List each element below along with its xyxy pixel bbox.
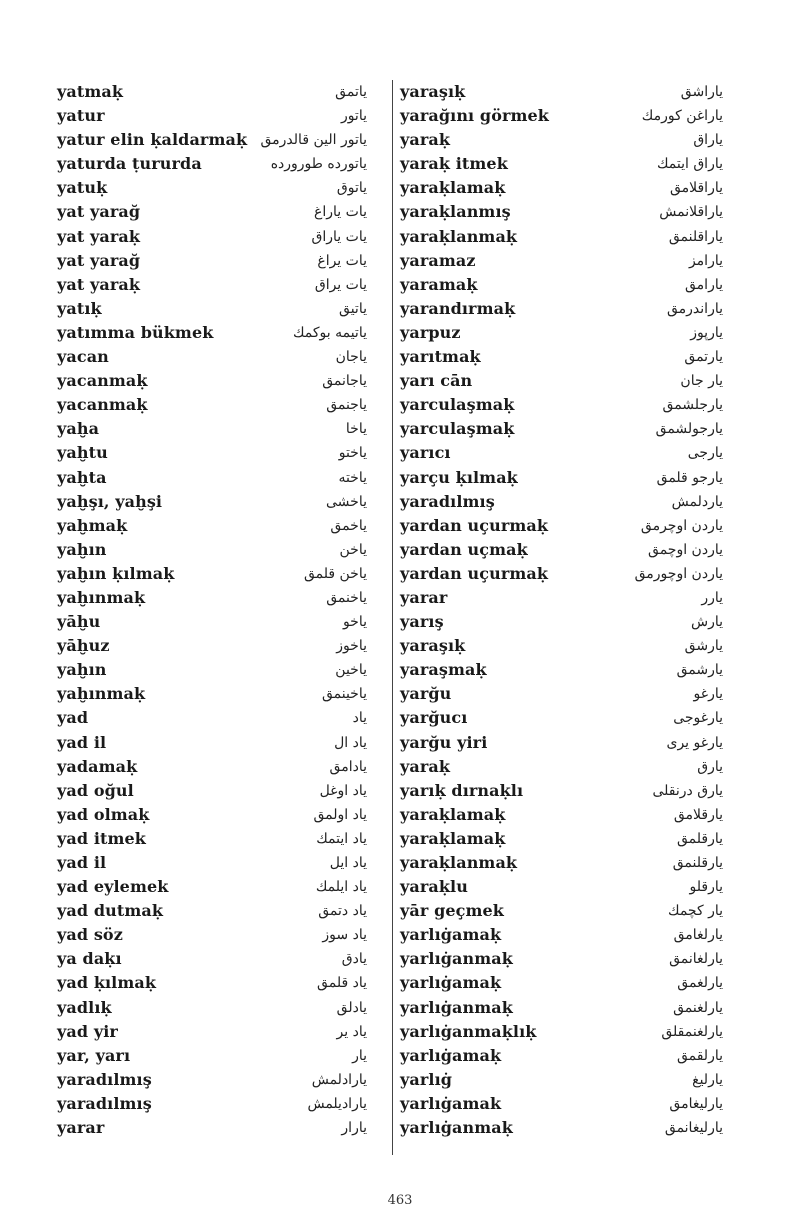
entry-latin: yad oğul	[57, 780, 134, 800]
dictionary-entry	[57, 1068, 367, 1092]
entry-latin: yatıḳ	[57, 298, 102, 318]
entry-latin: yatımma bükmek	[57, 322, 214, 342]
entry-latin: yad ḳılmaḳ	[57, 973, 157, 993]
entry-latin: yaḫın	[57, 660, 107, 680]
entry-latin: yacanmaḳ	[57, 395, 148, 415]
entry-arabic: یارغوجی	[673, 710, 723, 727]
entry-arabic: یارلغنمقلق	[661, 1023, 723, 1040]
dictionary-entry	[57, 393, 367, 417]
entry-arabic: یاخوز	[336, 638, 367, 655]
dictionary-entry	[400, 393, 723, 417]
column-divider	[392, 80, 393, 1155]
dictionary-entry	[57, 538, 367, 562]
entry-latin: yaraḳlamaḳ	[400, 178, 506, 198]
entry-arabic: یاراق	[693, 132, 723, 149]
dictionary-entry	[400, 610, 723, 634]
entry-latin: yaraḳ itmek	[400, 154, 508, 174]
dictionary-entry	[400, 586, 723, 610]
dictionary-entry	[400, 658, 723, 682]
dictionary-entry	[400, 417, 723, 441]
entry-arabic: یارجلشمق	[662, 397, 723, 414]
entry-arabic: یار کچمك	[668, 903, 723, 920]
entry-latin: yarlıġanmaḳlıḳ	[400, 1021, 537, 1041]
dictionary-entry	[57, 923, 367, 947]
entry-latin: yatur elin ḳaldarmaḳ	[57, 130, 248, 150]
entry-arabic: یارق درنقلی	[652, 782, 723, 799]
entry-latin: yaraḳlanmaḳ	[400, 853, 518, 872]
entry-arabic: یارجولشمق	[655, 421, 723, 438]
entry-latin: yaḫın	[57, 539, 107, 559]
dictionary-entry	[57, 297, 367, 321]
entry-latin: yad dutmaḳ	[57, 901, 164, 921]
entry-arabic: یادامق	[329, 758, 367, 775]
entry-arabic: یاراقلامق	[669, 180, 723, 197]
entry-latin: yad il	[57, 732, 107, 752]
dictionary-entry	[57, 80, 367, 104]
entry-latin: yarlıġanmaḳ	[400, 1118, 513, 1138]
entry-latin: yaḫşı, yaḫşi	[57, 491, 163, 511]
dictionary-entry	[57, 562, 367, 586]
entry-latin: yarlıġanmaḳ	[400, 997, 513, 1017]
entry-latin: yad il	[57, 853, 107, 872]
entry-latin: yat yaraḳ	[57, 274, 141, 294]
dictionary-entry	[400, 514, 723, 538]
entry-latin: yaraşıḳ	[400, 82, 466, 101]
entry-latin: yarculaşmaḳ	[400, 419, 515, 439]
entry-latin: yaraşıḳ	[400, 636, 466, 656]
entry-latin: yarlıġamak	[400, 1093, 502, 1113]
dictionary-entry	[57, 441, 367, 465]
entry-latin: yatuḳ	[57, 178, 108, 198]
dictionary-entry	[57, 827, 367, 851]
entry-arabic: یات یراغ	[317, 252, 367, 269]
dictionary-entry	[400, 851, 723, 875]
dictionary-entry	[57, 1116, 367, 1140]
entry-arabic: یاردن اوچورمق	[634, 565, 723, 582]
entry-arabic: یاد اولمق	[313, 806, 367, 823]
entry-arabic: یات یاراغ	[314, 204, 367, 221]
page-number: 463	[387, 1193, 413, 1208]
entry-arabic: یارجو قلمق	[656, 469, 723, 486]
dictionary-entry	[400, 1116, 723, 1140]
entry-latin: yarçu ḳılmaḳ	[400, 467, 518, 487]
entry-latin: yat yarağ	[57, 202, 141, 222]
entry-arabic: یاراندرمق	[667, 300, 723, 317]
entry-latin: yaraḳlamaḳ	[400, 804, 506, 824]
entry-arabic: یاد سوز	[322, 927, 367, 944]
entry-arabic: یات یراق	[314, 276, 367, 293]
entry-latin: yarış	[400, 612, 444, 632]
dictionary-entry	[57, 490, 367, 514]
entry-latin: yad olmaḳ	[57, 804, 150, 824]
dictionary-entry	[400, 200, 723, 224]
entry-arabic: یارلیغانمق	[664, 1120, 723, 1137]
dictionary-entry	[57, 971, 367, 995]
entry-arabic: یارلیغامق	[669, 1095, 723, 1112]
entry-latin: yaḫtu	[57, 443, 108, 463]
entry-arabic: یاراق ایتمك	[656, 156, 723, 173]
dictionary-entry	[400, 923, 723, 947]
dictionary-entry	[400, 996, 723, 1020]
dictionary-entry	[57, 152, 367, 176]
entry-arabic: یاخینمق	[321, 686, 367, 703]
entry-arabic: یاتوق	[336, 180, 367, 197]
dictionary-entry	[57, 1020, 367, 1044]
dictionary-entry	[57, 755, 367, 779]
entry-arabic: یاخین	[335, 662, 367, 679]
dictionary-entry	[57, 779, 367, 803]
dictionary-entry	[400, 369, 723, 393]
entry-arabic: یاتیمه بوکمك	[292, 324, 367, 341]
entry-latin: yaradılmış	[57, 1093, 152, 1113]
entry-arabic: یار جان	[680, 373, 723, 390]
entry-latin: yadamaḳ	[57, 756, 138, 776]
entry-latin: yacanmaḳ	[57, 371, 148, 391]
entry-latin: yarlıġanmaḳ	[400, 949, 513, 969]
entry-latin: yat yaraḳ	[57, 226, 141, 246]
dictionary-entry	[400, 971, 723, 995]
entry-latin: yat yarağ	[57, 250, 141, 270]
entry-arabic: یارلقمق	[676, 1047, 723, 1064]
dictionary-entry	[400, 899, 723, 923]
entry-latin: yaḫınmaḳ	[57, 587, 146, 607]
entry-latin: yaraḳlamaḳ	[400, 828, 506, 848]
dictionary-entry	[57, 225, 367, 249]
entry-latin: yāḫu	[57, 612, 101, 632]
entry-arabic: یارقلمق	[676, 830, 723, 847]
entry-arabic: یادق	[341, 951, 367, 968]
entry-arabic: یاخشی	[326, 493, 367, 510]
entry-arabic: یاد ایل	[329, 855, 367, 871]
entry-latin: yarğu yiri	[400, 732, 488, 752]
entry-arabic: یاخا	[345, 421, 367, 438]
entry-latin: yarar	[400, 587, 448, 607]
dictionary-entry	[400, 176, 723, 200]
entry-arabic: یارادلمش	[311, 1071, 367, 1088]
dictionary-entry	[57, 1044, 367, 1068]
dictionary-entry	[400, 682, 723, 706]
dictionary-entry	[57, 176, 367, 200]
dictionary-entry	[57, 586, 367, 610]
dictionary-entry	[400, 128, 723, 152]
dictionary-entry	[57, 682, 367, 706]
entry-latin: yarıtmaḳ	[400, 347, 481, 367]
entry-latin: yad	[57, 708, 89, 728]
entry-arabic: یاد ال	[334, 734, 367, 751]
dictionary-entry	[400, 345, 723, 369]
entry-latin: yarlıġamaḳ	[400, 973, 502, 993]
entry-arabic: یارامق	[685, 276, 723, 293]
entry-latin: yarıḳ dırnaḳlı	[400, 780, 524, 800]
entry-latin: yaraşmaḳ	[400, 660, 487, 680]
entry-arabic: یارقلو	[689, 879, 723, 896]
entry-arabic: یاخته	[338, 469, 367, 486]
dictionary-entry	[400, 249, 723, 273]
entry-latin: yarlıġ	[400, 1069, 453, 1089]
dictionary-entry	[57, 369, 367, 393]
entry-latin: yacan	[57, 347, 109, 367]
entry-latin: yardan uçurmaḳ	[400, 515, 549, 535]
entry-latin: yaradılmış	[400, 491, 495, 511]
dictionary-entry	[57, 345, 367, 369]
entry-latin: yarlıġamaḳ	[400, 1045, 502, 1065]
dictionary-entry	[57, 200, 367, 224]
entry-arabic: یارلغنمق	[673, 999, 723, 1016]
entry-arabic: یاد اوغل	[319, 782, 367, 799]
dictionary-entry	[57, 417, 367, 441]
entry-latin: yatur	[57, 106, 105, 126]
entry-arabic: یات یاراق	[311, 228, 367, 245]
right-column	[400, 80, 723, 1155]
entry-arabic: یاجان	[335, 349, 367, 366]
entry-arabic: یاختو	[338, 445, 367, 462]
entry-latin: yarğucı	[400, 708, 468, 728]
entry-arabic: یارقلنمق	[672, 855, 723, 871]
entry-latin: yarandırmaḳ	[400, 298, 516, 318]
dictionary-entry	[400, 731, 723, 755]
entry-latin: yaraḳlu	[400, 877, 468, 897]
dictionary-entry	[400, 947, 723, 971]
entry-latin: yaḫınmaḳ	[57, 684, 146, 704]
dictionary-entry	[400, 225, 723, 249]
entry-latin: yāḫuz	[57, 636, 110, 656]
entry-latin: yarı cān	[400, 371, 473, 391]
entry-latin: yad yir	[57, 1021, 118, 1041]
dictionary-entry	[57, 803, 367, 827]
entry-arabic: یاد	[352, 710, 367, 727]
dictionary-entry	[400, 1092, 723, 1116]
dictionary-entry	[57, 128, 367, 152]
dictionary-entry	[57, 706, 367, 730]
dictionary-entry	[57, 947, 367, 971]
dictionary-entry	[57, 1092, 367, 1116]
entry-latin: yarculaşmaḳ	[400, 395, 515, 415]
dictionary-entry	[400, 80, 723, 104]
entry-arabic: یارلیغ	[692, 1071, 723, 1088]
dictionary-entry	[400, 1068, 723, 1092]
dictionary-entry	[400, 441, 723, 465]
entry-arabic: یاد قلمق	[317, 975, 367, 992]
entry-latin: yad söz	[57, 925, 123, 945]
entry-latin: ya daḳı	[57, 949, 122, 969]
dictionary-entry	[57, 996, 367, 1020]
entry-arabic: یاجانمق	[322, 373, 367, 390]
dictionary-entry	[400, 1020, 723, 1044]
entry-latin: yarıcı	[400, 443, 451, 463]
dictionary-entry	[57, 249, 367, 273]
entry-arabic: یاخن	[339, 541, 367, 558]
left-column	[57, 80, 367, 1155]
entry-latin: yarğu	[400, 684, 452, 704]
entry-arabic: یاتیق	[339, 300, 367, 317]
entry-arabic: یاتور الین قالدرمق	[260, 132, 367, 149]
entry-latin: yaḫta	[57, 467, 107, 487]
entry-latin: yaḫa	[57, 419, 100, 439]
entry-arabic: یارلغمق	[677, 975, 723, 992]
entry-arabic: یارلغانمق	[669, 951, 723, 968]
entry-arabic: یاجنمق	[326, 397, 367, 414]
entry-arabic: یارشمق	[676, 662, 723, 679]
entry-latin: yaramaz	[400, 250, 476, 270]
entry-arabic: یاخن قلمق	[303, 565, 367, 582]
dictionary-entry	[57, 104, 367, 128]
entry-latin: yaraḳlanmaḳ	[400, 226, 518, 246]
entry-arabic: یارق	[697, 758, 723, 775]
entry-latin: yaraḳlanmış	[400, 202, 511, 222]
entry-latin: yardan uçmaḳ	[400, 539, 528, 559]
entry-arabic: یارپوز	[690, 324, 723, 341]
entry-arabic: یار	[352, 1047, 367, 1064]
entry-latin: yar, yarı	[57, 1045, 131, 1065]
entry-arabic: یاخنمق	[326, 589, 367, 606]
dictionary-entry	[400, 779, 723, 803]
entry-arabic: یارجی	[687, 445, 723, 462]
dictionary-entry	[57, 466, 367, 490]
entry-arabic: یارامز	[688, 252, 723, 269]
dictionary-entry	[400, 297, 723, 321]
dictionary-entry	[400, 490, 723, 514]
entry-arabic: یارار	[341, 1120, 367, 1137]
entry-arabic: یاردلمش	[671, 493, 723, 510]
dictionary-entry	[400, 706, 723, 730]
entry-arabic: یارشق	[684, 638, 723, 655]
entry-arabic: یارغو یری	[666, 734, 723, 751]
entry-latin: yad eylemek	[57, 877, 169, 897]
entry-arabic: یارتمق	[684, 349, 723, 366]
entry-latin: yaraḳ	[400, 756, 451, 776]
entry-arabic: یارلغامق	[673, 927, 723, 944]
dictionary-entry	[400, 152, 723, 176]
entry-arabic: یاخو	[342, 614, 367, 631]
entry-latin: yaḫın ḳılmaḳ	[57, 563, 175, 583]
entry-latin: yarağını görmek	[400, 106, 549, 126]
entry-arabic: یاد یر	[336, 1023, 367, 1040]
entry-arabic: یاخمق	[330, 517, 367, 534]
dictionary-entry	[57, 851, 367, 875]
entry-arabic: یاراشق	[680, 84, 723, 100]
dictionary-entry	[400, 538, 723, 562]
entry-arabic: یاد دتمق	[318, 903, 367, 920]
entry-arabic: یاراقلنمق	[668, 228, 723, 245]
dictionary-entry	[400, 827, 723, 851]
entry-latin: yarlıġamaḳ	[400, 925, 502, 945]
dictionary-entry	[57, 273, 367, 297]
dictionary-entry	[400, 562, 723, 586]
entry-latin: yaramaḳ	[400, 274, 478, 294]
entry-arabic: یاراقلانمش	[659, 204, 723, 221]
entry-arabic: یاردن اوچمق	[648, 541, 723, 558]
dictionary-entry	[400, 321, 723, 345]
entry-arabic: یاراغن کورمك	[641, 108, 723, 125]
entry-arabic: یارر	[701, 589, 723, 606]
dictionary-entry	[57, 321, 367, 345]
entry-latin: yarpuz	[400, 322, 461, 342]
entry-latin: yardan uçurmaḳ	[400, 563, 549, 583]
dictionary-entry	[400, 803, 723, 827]
entry-arabic: یاتور	[340, 108, 367, 125]
dictionary-entry	[57, 610, 367, 634]
dictionary-entry	[57, 658, 367, 682]
dictionary-entry	[400, 1044, 723, 1068]
entry-latin: yaradılmış	[57, 1069, 152, 1089]
entry-arabic: یاد ایلمك	[315, 879, 367, 896]
dictionary-entry	[57, 731, 367, 755]
dictionary-entry	[400, 755, 723, 779]
entry-latin: yarar	[57, 1118, 105, 1138]
entry-arabic: یاردن اوچرمق	[640, 517, 723, 534]
dictionary-entry	[400, 634, 723, 658]
dictionary-entry	[400, 875, 723, 899]
entry-latin: yad itmek	[57, 828, 146, 848]
dictionary-entry	[400, 466, 723, 490]
entry-latin: yadlıḳ	[57, 997, 112, 1017]
entry-arabic: یارقلامق	[673, 806, 723, 823]
dictionary-entry	[57, 899, 367, 923]
entry-arabic: یاد ایتمك	[316, 830, 367, 847]
entry-arabic: یاتورده طورورده	[270, 156, 367, 173]
dictionary-entry	[400, 104, 723, 128]
dictionary-entry	[57, 634, 367, 658]
entry-latin: yaturda ṭururda	[57, 154, 202, 174]
entry-arabic: یارغو	[693, 686, 723, 703]
dictionary-entry	[400, 273, 723, 297]
dictionary-entry	[57, 514, 367, 538]
entry-arabic: یارش	[690, 614, 723, 631]
entry-latin: yatmaḳ	[57, 82, 124, 101]
dictionary-entry	[57, 875, 367, 899]
entry-arabic: یارادیلمش	[307, 1095, 367, 1112]
entry-arabic: یاتمق	[335, 84, 367, 100]
entry-latin: yaḫmaḳ	[57, 515, 128, 535]
entry-latin: yaraḳ	[400, 130, 451, 150]
entry-arabic: یادلق	[336, 999, 367, 1016]
entry-latin: yār geçmek	[400, 901, 504, 921]
